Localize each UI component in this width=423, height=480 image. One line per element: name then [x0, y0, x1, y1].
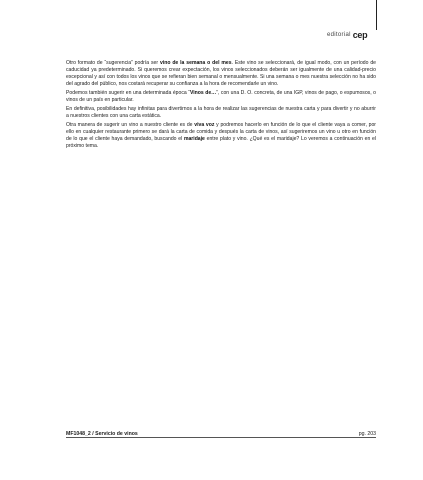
- paragraph-2-text-a: Podemos también sugerir en una determinada época “: [66, 89, 190, 96]
- paragraph-2-bold: Vinos de…: [189, 89, 217, 96]
- paragraph-4-text-b: y podremos hacerlo en función de lo que el cliente vaya a comer, por ello en cualquier restaurante primero se dará la carta de comida y después la carta de vinos, así sugeriremos un vino u otro en función de lo que el cliente haya demandado, buscando el: [66, 121, 376, 142]
- page-edge-line: [376, 0, 377, 30]
- body-text: [66, 60, 376, 152]
- publisher-logo: [327, 30, 367, 40]
- paragraph-4-text-c: entre plato y vino. ¿Qué es el maridaje? Lo veremos a continuación en el próximo tema.: [66, 135, 376, 149]
- footer-page-number: pg. 203: [358, 431, 376, 437]
- paragraph-1-bold: vino de la semana o del mes: [159, 60, 232, 66]
- footer-divider: [66, 437, 376, 438]
- paragraph-4: [66, 122, 376, 150]
- paragraph-4-bold-b: maridaje: [183, 135, 205, 142]
- paragraph-3: En definitiva, posibilidades hay infinitas para divertirnos a la hora de realizar las sugerencias de nuestra carta y para divertir y no aburrir a nuestros clientes con una carta estática.: [66, 105, 376, 119]
- paragraph-4-text-a: Otra manera de sugerir un vino a nuestro cliente es de: [66, 121, 195, 128]
- logo-prefix: editorial: [327, 32, 351, 38]
- paragraph-1-text-b: . Este vino se seleccionará, de igual modo, con un período de caducidad ya predeterminado. Si queremos crear expectación, los vinos seleccionados deberán ser igualmente de una calidad-precio excepcional y así con todos los vinos que se refieran bien semanal o mensualmente. Si una semana o mes nuestra selección no ha sido del agrado del público, nos costará recuperar su confianza a la hora de recomendarle un vino.: [66, 60, 376, 88]
- paragraph-2: [66, 90, 376, 104]
- paragraph-4-bold-a: viva voz: [194, 121, 215, 128]
- paragraph-1: [66, 60, 376, 88]
- logo-mark: cep: [352, 30, 368, 40]
- paragraph-1-text-a: Otro formato de “sugerencia” podría ser: [66, 60, 160, 66]
- paragraph-2-text-b: ”, con una D. O. concreta, de una IGP, vinos de pago, o espumosos, o vinos de un país en particular.: [66, 89, 376, 104]
- footer-module-title: MF1048_2 / Servicio de vinos: [66, 431, 138, 437]
